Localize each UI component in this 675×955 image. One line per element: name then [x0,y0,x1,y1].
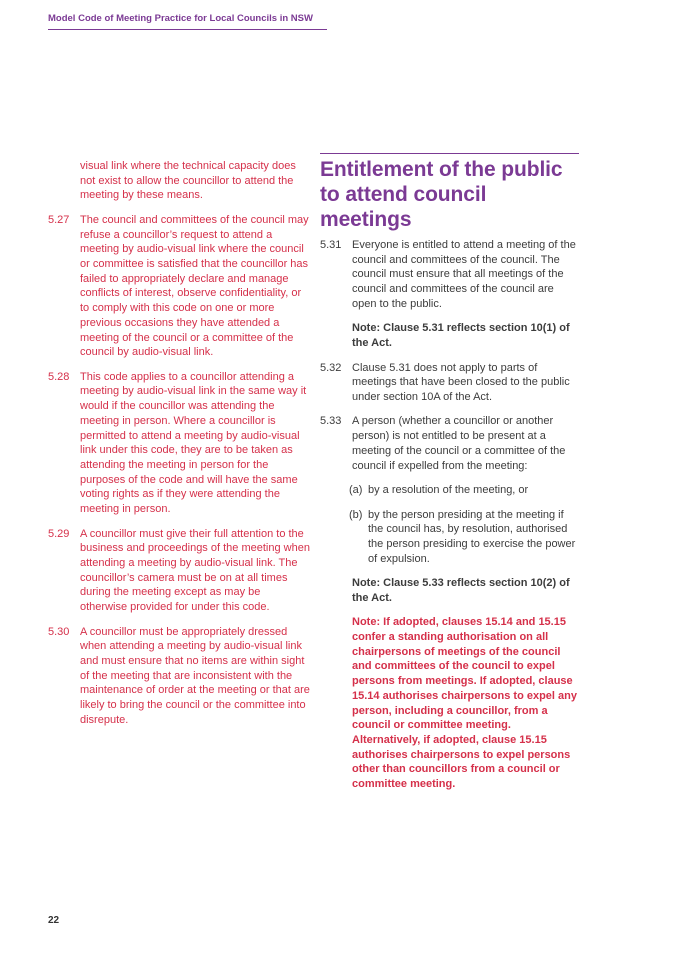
clause-5-28 [48,370,310,517]
subclause-label: (a) [349,484,363,497]
page-number: 22 [48,915,60,926]
clause-number: 5.27 [48,213,70,226]
clause-text: The council and committees of the council may refuse a councillor’s request to attend a meeting by audio-visual link where the council or committee is satisfied that the councillor has failed to appropriately declare and manage conflicts of interest, observe confidentiality, or to comply with this code on one or more previous occasions they have attended a meeting of the council or a committee of the council by audio-visual link. [80,213,309,359]
clause-5-32 [320,361,579,405]
clause-number: 5.29 [48,527,70,540]
clause-continuation: visual link where the technical capacity does not exist to allow the councillor to attend the meeting by these means. [80,160,296,202]
clause-5-27 [48,213,310,360]
subclause-text: by a resolution of the meeting, or [368,484,529,497]
note-5-31: Note: Clause 5.31 reflects section 10(1) of the Act. [352,322,570,350]
clause-number: 5.31 [320,239,342,251]
clause-text: Everyone is entitled to attend a meeting of the council and committees of the council. The council must ensure that all meetings of the council and committees of the council are open to the public. [352,239,576,310]
clause-text: This code applies to a councillor attending a meeting by audio-visual link in the same way it would if the councillor was attending the meeting in person. Where a councillor is permitted to attend a meeting by audio-visual link under this code, they are to be taken as attending the meeting in person for the purposes of the code and will have the same voting rights as if they were attending the meeting in person. [80,370,307,516]
clause-5-31 [320,238,579,312]
section-heading: Entitlement of the public to attend council meetings [320,158,563,231]
left-column [48,159,310,737]
section-divider [320,153,579,154]
subclause-label: (b) [349,508,363,521]
note-5-33: Note: Clause 5.33 reflects section 10(2) of the Act. [352,577,570,604]
subclause-text: by the person presiding at the meeting if the council has, by resolution, authorised the person presiding to exercise the power of expulsion. [368,508,576,565]
right-column [320,153,579,802]
clause-number: 5.32 [320,361,342,374]
note-adoption: Note: If adopted, clauses 15.14 and 15.15 confer a standing authorisation on all chairpersons of meetings of the council and committees of the council to expel persons from meetings. If adopted, clause 15.14 authorises chairpersons to expel any person, including a councillor, from a council or committee meeting. Alternatively, if adopted, clause 15.15 authorises chairpersons to expel persons other than councillors from a council or committee meeting. [352,616,577,791]
clause-5-30 [48,625,310,728]
clause-text: A person (whether a councillor or another person) is not entitled to be present at a meeting of the council or a committee of the council if expelled from the meeting: [352,415,566,472]
subclause-a [320,483,579,498]
clause-number: 5.33 [320,415,342,428]
clause-text: A councillor must be appropriately dressed when attending a meeting by audio-visual link and must ensure that no items are within sight of the meeting that are inconsistent with the maintenance of order at the meeting or that are likely to bring the council or the committee into disrepute. [80,625,310,726]
clause-number: 5.30 [48,625,70,638]
clause-5-33 [320,414,579,473]
running-header: Model Code of Meeting Practice for Local Councils in NSW [48,13,327,30]
clause-text: Clause 5.31 does not apply to parts of meetings that have been closed to the public under section 10A of the Act. [352,361,570,403]
clause-number: 5.28 [48,370,70,383]
clause-text: A councillor must give their full attention to the business and proceedings of the meeting when attending a meeting by audio-visual link. The councillor’s camera must be on at all times during the meeting except as may be otherwise provided for under this code. [80,527,310,614]
clause-5-29 [48,527,310,615]
subclause-b [320,508,579,567]
